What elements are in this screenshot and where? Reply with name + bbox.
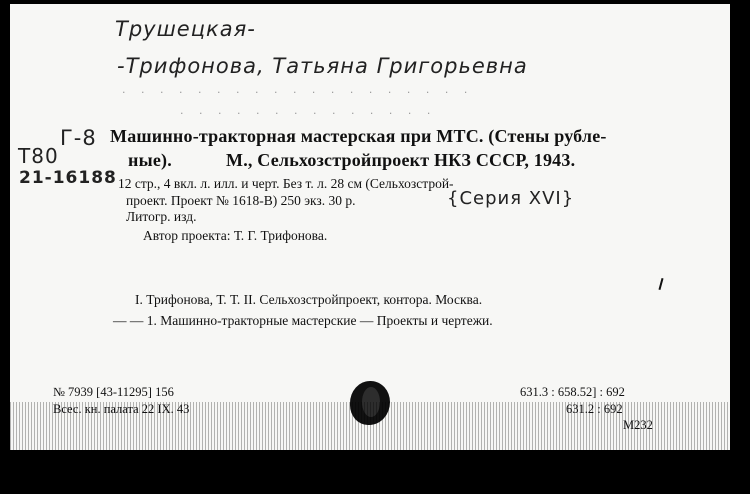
series-note: {Серия XVI} <box>447 188 575 209</box>
description-line-3: Литогр. изд. <box>126 209 197 224</box>
scan-border-bottom <box>0 450 750 494</box>
faint-pencil-line-1: · · · · · · · · · · · · · · · · · · · <box>122 86 474 99</box>
shelf-mark-top: Т80 <box>18 144 59 168</box>
tracing-line-2: — — 1. Машинно-тракторные мастерские — Проекты и чертежи. <box>113 313 493 328</box>
handwritten-author-line-1: Трушецкая- <box>115 17 256 41</box>
entry-title-line-2-part-1: ные). <box>128 150 172 170</box>
description-line-1: 12 стр., 4 вкл. л. илл. и черт. Без т. л. 28 см (Сельхозстрой- <box>118 176 454 191</box>
book-chamber-date: Всес. кн. палата 22 IX. 43 <box>53 402 190 416</box>
description-line-2: проект. Проект № 1618-В) 250 экз. 30 р. <box>126 193 356 208</box>
faint-pencil-line-2: · · · · · · · · · · · · · · <box>180 107 437 120</box>
shelf-mark-number: 21-16188 <box>19 168 117 188</box>
entry-title-line-1: Машинно-тракторная мастерская при МТС. (Стены рубле- <box>110 126 607 146</box>
scan-noise-band <box>10 402 730 450</box>
pencil-tick-mark <box>658 278 663 290</box>
entry-title-line-2-part-2: М., Сельхозстройпроект НКЗ СССР, 1943. <box>226 150 576 170</box>
tracing-line-1: I. Трифонова, Т. Т. II. Сельхозстройпроект, контора. Москва. <box>135 292 483 307</box>
catalog-card <box>10 4 730 450</box>
classification-code-1: 631.3 : 658.52] : 692 <box>520 385 625 399</box>
classification-code-3: М232 <box>623 418 653 432</box>
handwritten-author-line-2: -Трифонова, Татьяна Григорьевна <box>117 54 528 78</box>
scan-border-right <box>730 0 750 494</box>
project-author: Автор проекта: Т. Г. Трифонова. <box>143 228 328 243</box>
registration-number: № 7939 [43-11295] 156 <box>53 385 174 399</box>
classification-code-2: 631.2 : 692 <box>566 402 623 416</box>
shelf-mark-class: Г-8 <box>60 126 97 150</box>
